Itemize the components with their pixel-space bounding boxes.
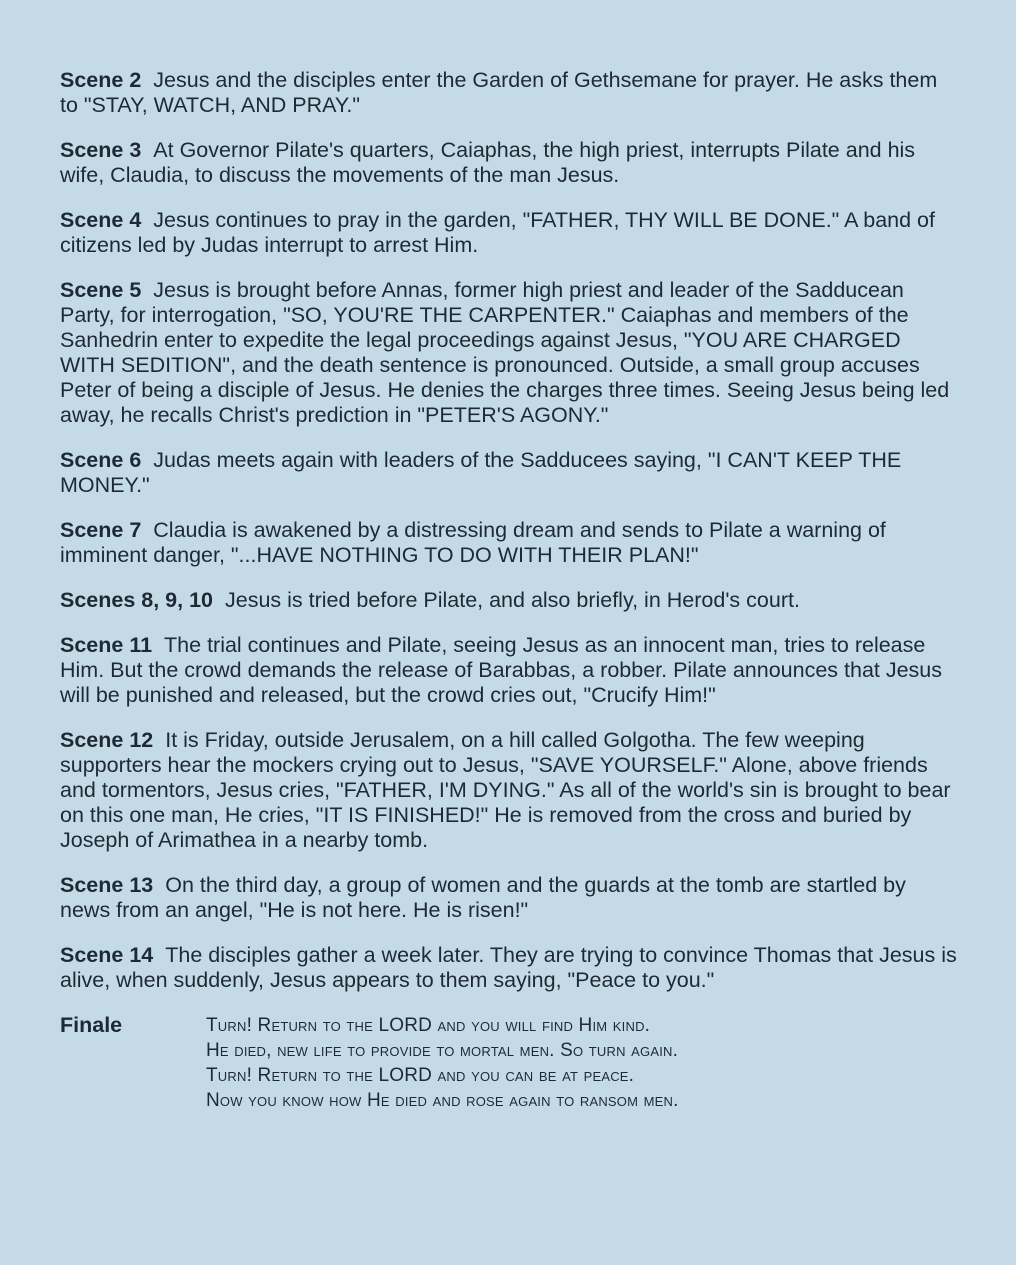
finale-lyrics	[206, 1013, 679, 1113]
scene-label: Scene 3	[60, 138, 142, 162]
finale-line: Now you know how He died and rose again to ransom men.	[206, 1090, 679, 1111]
scene-text: Jesus continues to pray in the garden, "FATHER, THY WILL BE DONE." A band of citizens led by Judas interrupt to arrest Him.	[60, 208, 935, 257]
scene-4	[60, 208, 960, 258]
finale-line: He died, new life to provide to mortal men. So turn again.	[206, 1040, 679, 1061]
scene-label: Scene 5	[60, 278, 142, 302]
scene-2	[60, 68, 960, 118]
scene-label: Scene 13	[60, 873, 154, 897]
scene-text: At Governor Pilate's quarters, Caiaphas, the high priest, interrupts Pilate and his wife, Claudia, to discuss the movements of the man Jesus.	[60, 138, 916, 187]
scene-label: Scene 4	[60, 208, 142, 232]
scene-label: Scene 11	[60, 633, 153, 657]
scene-text: Jesus is tried before Pilate, and also briefly, in Herod's court.	[225, 588, 800, 612]
synopsis-page	[60, 68, 960, 1113]
scene-label: Scene 2	[60, 68, 142, 92]
scene-text: Jesus and the disciples enter the Garden of Gethsemane for prayer. He asks them to "STAY, WATCH, AND PRAY."	[60, 68, 938, 117]
scene-text: It is Friday, outside Jerusalem, on a hill called Golgotha. The few weeping supporters hear the mockers crying out to Jesus, "SAVE YOURSELF." Alone, above friends and tormentors, Jesus cries, "FATHER, I'M DYING." As all of the world's sin is brought to bear on this one man, He cries, "IT IS FINISHED!" He is removed from the cross and buried by Joseph of Arimathea in a nearby tomb.	[60, 728, 951, 852]
scene-text: Judas meets again with leaders of the Sadducees saying, "I CAN'T KEEP THE MONEY."	[60, 448, 902, 497]
finale-line: Turn! Return to the LORD and you will find Him kind.	[206, 1015, 651, 1036]
scene-text: Claudia is awakened by a distressing dream and sends to Pilate a warning of imminent danger, "...HAVE NOTHING TO DO WITH THEIR PLAN!"	[60, 518, 886, 567]
scenes-8-9-10	[60, 588, 960, 613]
finale-line: Turn! Return to the LORD and you can be at peace.	[206, 1065, 635, 1086]
scene-text: The trial continues and Pilate, seeing Jesus as an innocent man, tries to release Him. But the crowd demands the release of Barabbas, a robber. Pilate announces that Jesus will be punished and released, but the crowd cries out, "Crucify Him!"	[60, 633, 943, 707]
finale-label: Finale	[60, 1013, 123, 1037]
scene-12	[60, 728, 960, 853]
scene-3	[60, 138, 960, 188]
scene-text: Jesus is brought before Annas, former high priest and leader of the Sadducean Party, for interrogation, "SO, YOU'RE THE CARPENTER." Caiaphas and members of the Sanhedrin enter to expedite the legal proceedings against Jesus, "YOU ARE CHARGED WITH SEDITION", and the death sentence is pronounced. Outside, a small group accuses Peter of being a disciple of Jesus. He denies the charges three times. Seeing Jesus being led away, he recalls Christ's prediction in "PETER'S AGONY."	[60, 278, 950, 427]
scene-13	[60, 873, 960, 923]
scene-label: Scene 14	[60, 943, 154, 967]
scene-7	[60, 518, 960, 568]
scene-label: Scenes 8, 9, 10	[60, 588, 213, 612]
scene-label: Scene 7	[60, 518, 142, 542]
scene-6	[60, 448, 960, 498]
scene-5	[60, 278, 960, 428]
scene-text: The disciples gather a week later. They are trying to convince Thomas that Jesus is alive, when suddenly, Jesus appears to them saying, "Peace to you."	[60, 943, 957, 992]
scene-14	[60, 943, 960, 993]
scene-label: Scene 12	[60, 728, 154, 752]
scene-text: On the third day, a group of women and the guards at the tomb are startled by news from an angel, "He is not here. He is risen!"	[60, 873, 906, 922]
scene-label: Scene 6	[60, 448, 142, 472]
scene-11	[60, 633, 960, 708]
finale	[60, 1013, 960, 1113]
